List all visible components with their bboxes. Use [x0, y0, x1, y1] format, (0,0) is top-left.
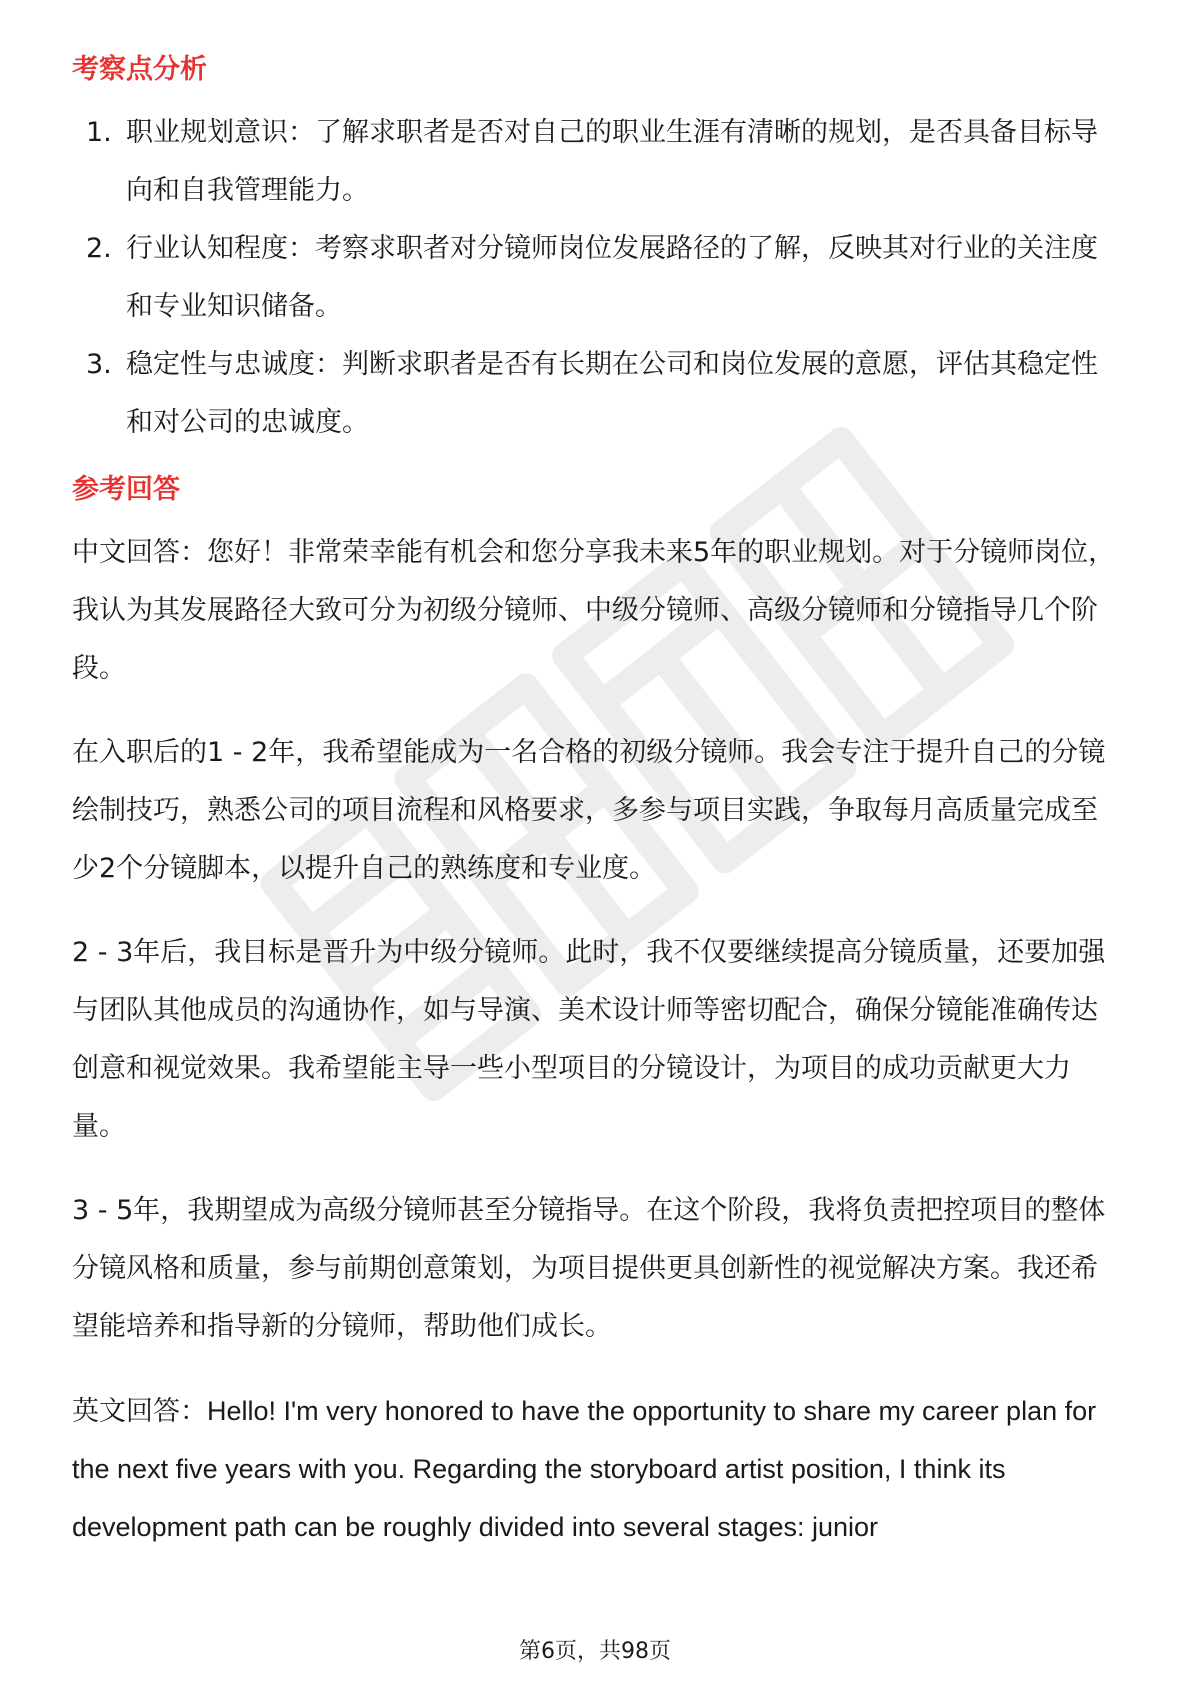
reference-heading: 参考回答 — [72, 474, 180, 505]
list-text: 稳定性与忠诚度：判断求职者是否有长期在公司和岗位发展的意愿，评估其稳定性和对公司的忠诚度。 — [126, 349, 1098, 438]
page-number: 第6页，共98页 — [519, 1639, 671, 1664]
list-number: 3. — [86, 349, 112, 380]
list-text: 行业认知程度：考察求职者对分镜师岗位发展路径的了解，反映其对行业的关注度和专业知识储备。 — [126, 233, 1098, 322]
list-item — [72, 220, 1122, 336]
answer-paragraph: 中文回答：您好！非常荣幸能有机会和您分享我未来5年的职业规划。对于分镜师岗位，我认为其发展路径大致可分为初级分镜师、中级分镜师、高级分镜师和分镜指导几个阶段。 — [72, 537, 1116, 684]
document-page — [72, 50, 1122, 1582]
answer-paragraph: 在入职后的1 - 2年，我希望能成为一名合格的初级分镜师。我会专注于提升自己的分镜绘制技巧，熟悉公司的项目流程和风格要求，多参与项目实践，争取每月高质量完成至少2个分镜脚本，以提升自己的熟练度和专业度。 — [72, 737, 1106, 884]
analysis-list — [72, 104, 1122, 452]
list-number: 1. — [86, 117, 112, 148]
answer-paragraph: 3 - 5年，我期望成为高级分镜师甚至分镜指导。在这个阶段，我将负责把控项目的整体分镜风格和质量，参与前期创意策划，为项目提供更具创新性的视觉解决方案。我还希望能培养和指导新的分镜师，帮助他们成长。 — [72, 1195, 1106, 1342]
list-text: 职业规划意识：了解求职者是否对自己的职业生涯有清晰的规划，是否具备目标导向和自我管理能力。 — [126, 117, 1098, 206]
list-item — [72, 104, 1122, 220]
english-answer-paragraph: 英文回答：Hello! I'm very honored to have the opportunity to share my career plan for the next five years with you. Regarding the storyboard artist position, I think its development path can be roughly divided into several stages: junior — [72, 1396, 1097, 1542]
answer-paragraph: 2 - 3年后，我目标是晋升为中级分镜师。此时，我不仅要继续提高分镜质量，还要加强与团队其他成员的沟通协作，如与导演、美术设计师等密切配合，确保分镜能准确传达创意和视觉效果。我希望能主导一些小型项目的分镜设计，为项目的成功贡献更大力量。 — [72, 937, 1106, 1142]
list-item — [72, 336, 1122, 452]
list-number: 2. — [86, 233, 112, 264]
analysis-heading: 考察点分析 — [72, 54, 207, 85]
